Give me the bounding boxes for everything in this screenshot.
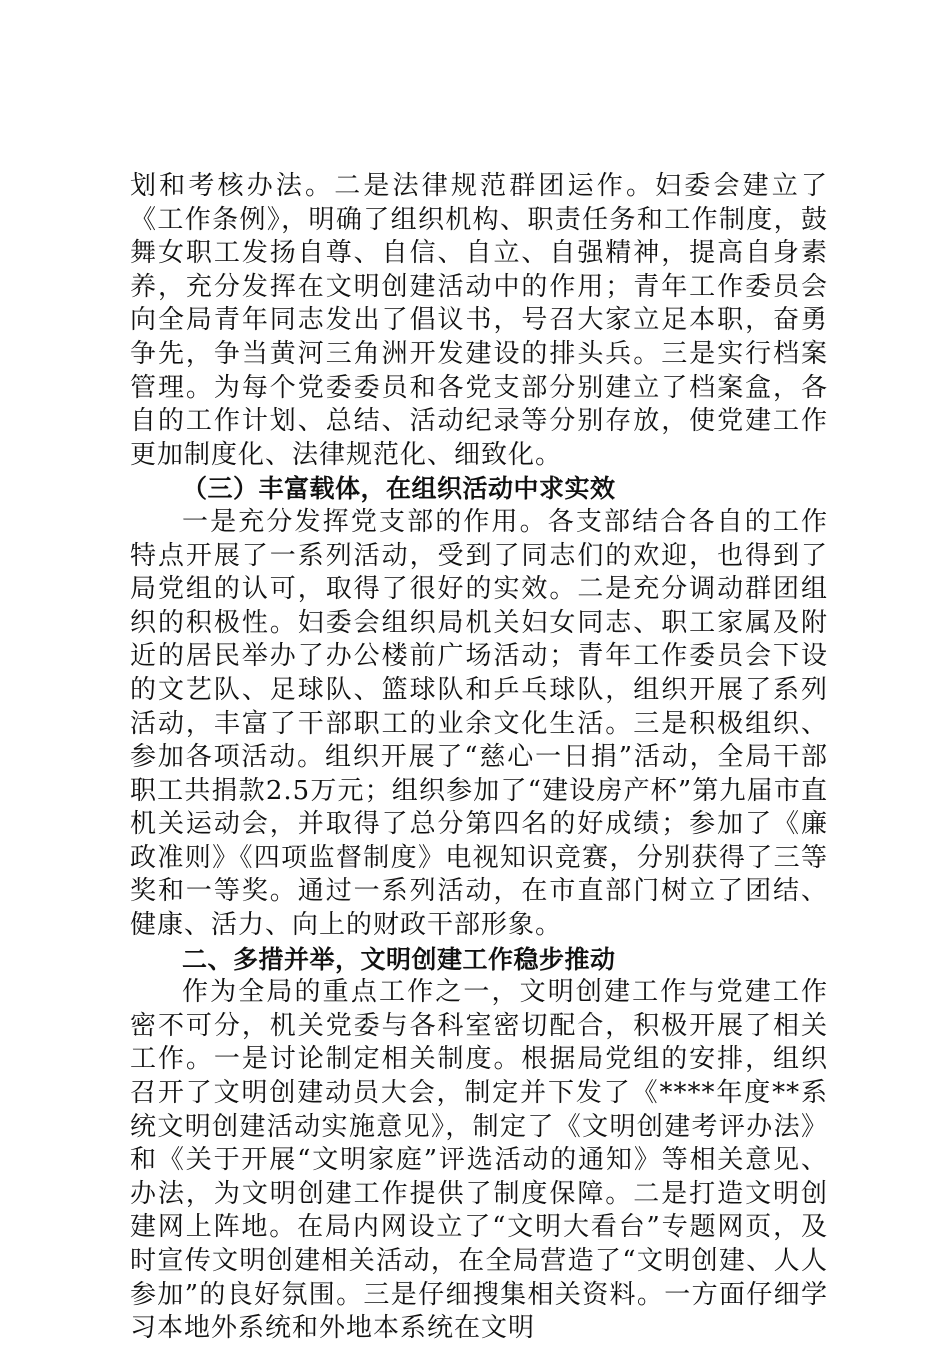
document-body xyxy=(130,170,828,1346)
paragraph-activities: 一是充分发挥党支部的作用。各支部结合各自的工作特点开展了一系列活动，受到了同志们的欢迎，也得到了局党组的认可，取得了很好的实效。二是充分调动群团组织的积极性。妇委会组织局机关妇女同志、职工家属及附近的居民举办了办公楼前广场活动；青年工作委员会下设的文艺队、足球队、篮球队和乒乓球队，组织开展了系列活动，丰富了干部职工的业余文化生活。三是积极组织、参加各项活动。组织开展了“慈心一日捐”活动，全局干部职工共捐款2.5万元；组织参加了“建设房产杯”第九届市直机关运动会，并取得了总分第四名的好成绩；参加了《廉政准则》《四项监督制度》电视知识竞赛，分别获得了三等奖和一等奖。通过一系列活动，在市直部门树立了团结、健康、活力、向上的财政干部形象。 xyxy=(130,506,828,941)
paragraph-continued: 划和考核办法。二是法律规范群团运作。妇委会建立了《工作条例》，明确了组织机构、职责任务和工作制度，鼓舞女职工发扬自尊、自信、自立、自强精神，提高自身素养，充分发挥在文明创建活动中的作用；青年工作委员会向全局青年同志发出了倡议书，号召大家立足本职，奋勇争先，争当黄河三角洲开发建设的排头兵。三是实行档案管理。为每个党委委员和各党支部分别建立了档案盒，各自的工作计划、总结、活动纪录等分别存放，使党建工作更加制度化、法律规范化、细致化。 xyxy=(130,171,828,470)
section-heading-three: （三）丰富载体，在组织活动中求实效 xyxy=(182,474,616,504)
section-heading-two: 二、多措并举，文明创建工作稳步推动 xyxy=(182,944,616,974)
paragraph-civilization: 作为全局的重点工作之一，文明创建工作与党建工作密不可分，机关党委与各科室密切配合，积极开展了相关工作。一是讨论制定相关制度。根据局党组的安排，组织召开了文明创建动员大会，制定并下发了《****年度**系统文明创建活动实施意见》，制定了《文明创建考评办法》和《关于开展“文明家庭”评选活动的通知》等相关意见、办法，为文明创建工作提供了制度保障。二是打造文明创建网上阵地。在局内网设立了“文明大看台”专题网页，及时宣传文明创建相关活动，在全局营造了“文明创建、人人参加”的良好氛围。三是仔细搜集相关资料。一方面仔细学习本地外系统和外地本系统在文明 xyxy=(130,977,828,1344)
